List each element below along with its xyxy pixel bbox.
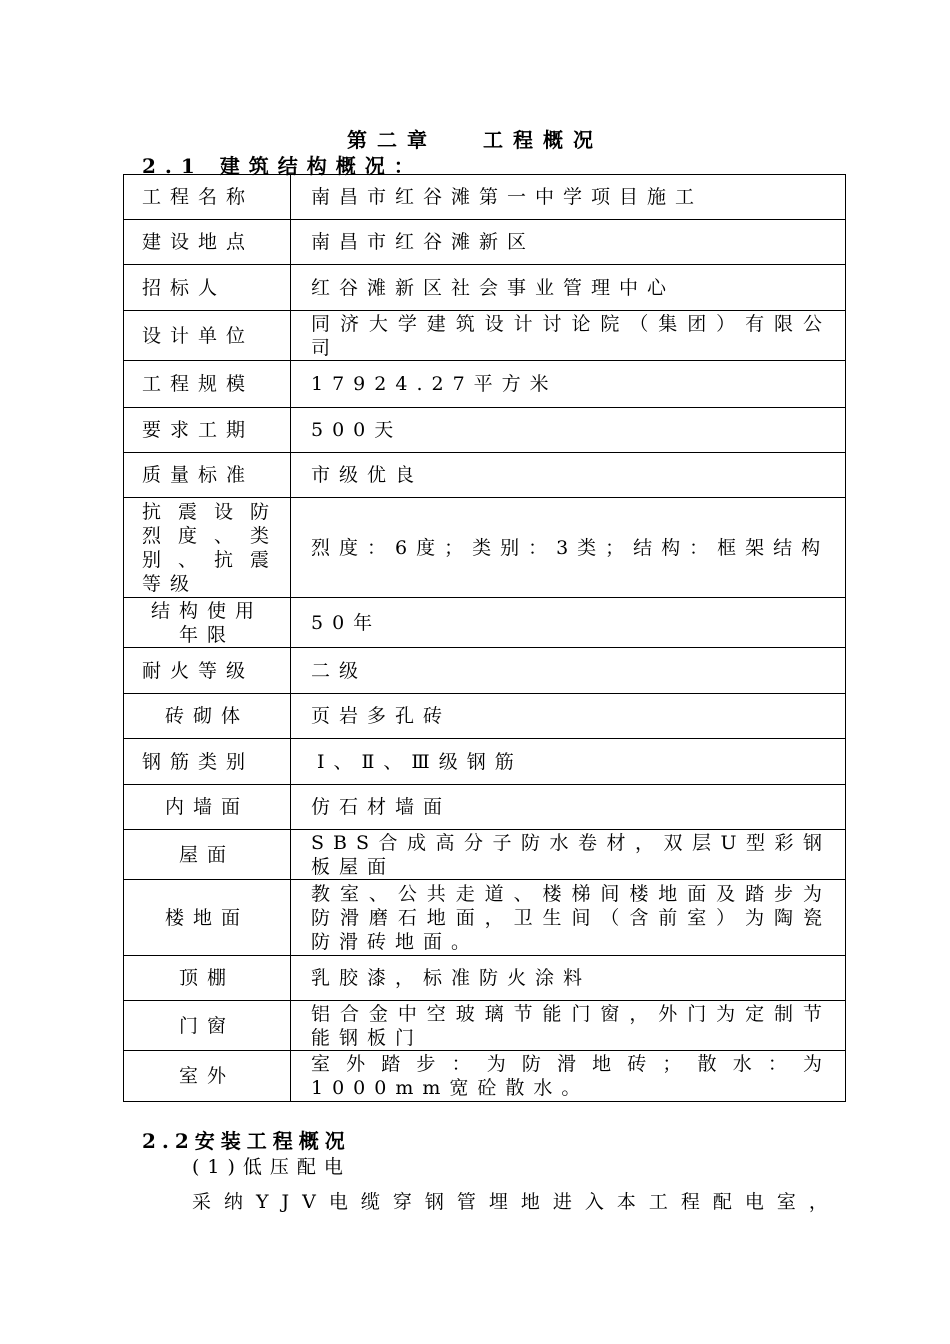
row-value: 同济大学建筑设计讨论院（集团）有限公司 [311, 312, 831, 359]
table-row [124, 265, 846, 311]
row-label: 招标人 [142, 276, 227, 299]
chapter-title [0, 124, 950, 153]
row-value: Ⅰ、Ⅱ、Ⅲ级钢筋 [317, 750, 523, 773]
row-value: SBS合成高分子防水卷材，双层U型彩钢板屋面 [311, 831, 831, 878]
body-paragraph: 采纳YJV电缆穿钢管埋地进入本工程配电室， [192, 1191, 841, 1213]
row-label-cell [124, 785, 291, 830]
row-label-cell [124, 265, 291, 311]
row-value: 教室、公共走道、楼梯间楼地面及踏步为防滑磨石地面，卫生间（含前室）为陶瓷防滑砖地面。 [311, 882, 831, 953]
row-label-cell [124, 598, 291, 648]
row-label: 设计单位 [142, 324, 255, 347]
row-value: 50年 [311, 611, 382, 634]
table-row [124, 498, 846, 598]
row-label: 工程规模 [142, 373, 255, 395]
row-value: 仿石材墙面 [311, 796, 452, 818]
row-value-cell [291, 785, 846, 830]
table-row [124, 1051, 846, 1102]
row-value: 室外踏步：为防滑地砖；散水：为1000mm宽砼散水。 [311, 1053, 831, 1099]
row-value: 二级 [311, 659, 368, 682]
table-row [124, 361, 846, 408]
row-label-cell [124, 1001, 291, 1051]
row-label: 屋面 [178, 843, 235, 866]
row-value-cell [291, 598, 846, 648]
table-row [124, 739, 846, 785]
row-label-cell [124, 361, 291, 408]
table-row [124, 1001, 846, 1051]
row-label-cell [124, 175, 291, 220]
row-label-cell [124, 830, 291, 880]
row-label: 钢筋类别 [142, 750, 255, 773]
table-row [124, 785, 846, 830]
section-title-2-2: 2.2安装工程概况 [142, 1129, 351, 1153]
row-label: 工程名称 [142, 186, 255, 208]
row-label-cell [124, 956, 291, 1001]
row-value: 乳胶漆，标准防火涂料 [311, 967, 592, 989]
row-value-cell [291, 265, 846, 311]
row-value-cell [291, 220, 846, 265]
project-overview-table [123, 174, 846, 1102]
row-label-cell [124, 880, 291, 956]
row-label-cell [124, 311, 291, 361]
row-value-cell [291, 175, 846, 220]
row-label: 楼地面 [164, 906, 249, 929]
row-value-cell [291, 453, 846, 498]
table-row [124, 598, 846, 648]
row-label-cell [124, 408, 291, 453]
row-value-cell [291, 830, 846, 880]
chapter-name: 工程概况 [483, 128, 603, 152]
row-value-cell [291, 694, 846, 739]
row-label: 耐火等级 [142, 659, 255, 682]
row-label: 抗震设防烈度、类别、抗震等级 [142, 500, 278, 595]
row-label: 室外 [178, 1065, 235, 1087]
row-label: 顶棚 [178, 967, 235, 989]
row-value-cell [291, 956, 846, 1001]
row-value: 市级优良 [311, 464, 424, 486]
row-value: 红谷滩新区社会事业管理中心 [311, 276, 676, 299]
row-label: 内墙面 [164, 796, 249, 818]
row-label-cell [124, 648, 291, 694]
row-value-cell [291, 1051, 846, 1102]
row-label-cell [124, 498, 291, 598]
table-row [124, 408, 846, 453]
row-value-cell [291, 498, 846, 598]
row-value: 铝合金中空玻璃节能门窗，外门为定制节能钢板门 [311, 1002, 831, 1049]
row-value-cell [291, 361, 846, 408]
row-label: 砖砌体 [164, 705, 249, 727]
table-row [124, 880, 846, 956]
row-value: 500天 [311, 419, 403, 441]
row-value-cell [291, 408, 846, 453]
row-label-cell [124, 694, 291, 739]
row-value: 南昌市红谷滩第一中学项目施工 [311, 186, 704, 208]
row-value-cell [291, 1001, 846, 1051]
table-row [124, 453, 846, 498]
section-title-2-1: 2.1 建筑结构概况： [142, 154, 423, 178]
row-label-cell [124, 1051, 291, 1102]
row-label: 结构使用年限 [150, 599, 263, 646]
row-label-cell [124, 453, 291, 498]
table-row [124, 175, 846, 220]
row-value: 页岩多孔砖 [311, 705, 452, 727]
row-value-cell [291, 880, 846, 956]
row-value: 南昌市红谷滩新区 [311, 231, 536, 253]
row-label: 要求工期 [142, 419, 255, 441]
row-value-cell [291, 739, 846, 785]
row-label-cell [124, 739, 291, 785]
row-label: 建设地点 [142, 231, 255, 253]
row-value: 烈度：6度；类别：3类；结构：框架结构 [311, 536, 830, 559]
table-row [124, 694, 846, 739]
row-label: 质量标准 [142, 464, 255, 486]
table-row [124, 648, 846, 694]
table-row [124, 956, 846, 1001]
table-row [124, 220, 846, 265]
table-row [124, 830, 846, 880]
chapter-number: 第二章 [347, 128, 437, 152]
row-value-cell [291, 311, 846, 361]
table-row [124, 311, 846, 361]
subsection-heading: (1)低压配电 [192, 1156, 351, 1178]
row-value-cell [291, 648, 846, 694]
row-label-cell [124, 220, 291, 265]
row-label: 门窗 [178, 1014, 235, 1037]
row-value: 17924.27平方米 [311, 373, 558, 395]
